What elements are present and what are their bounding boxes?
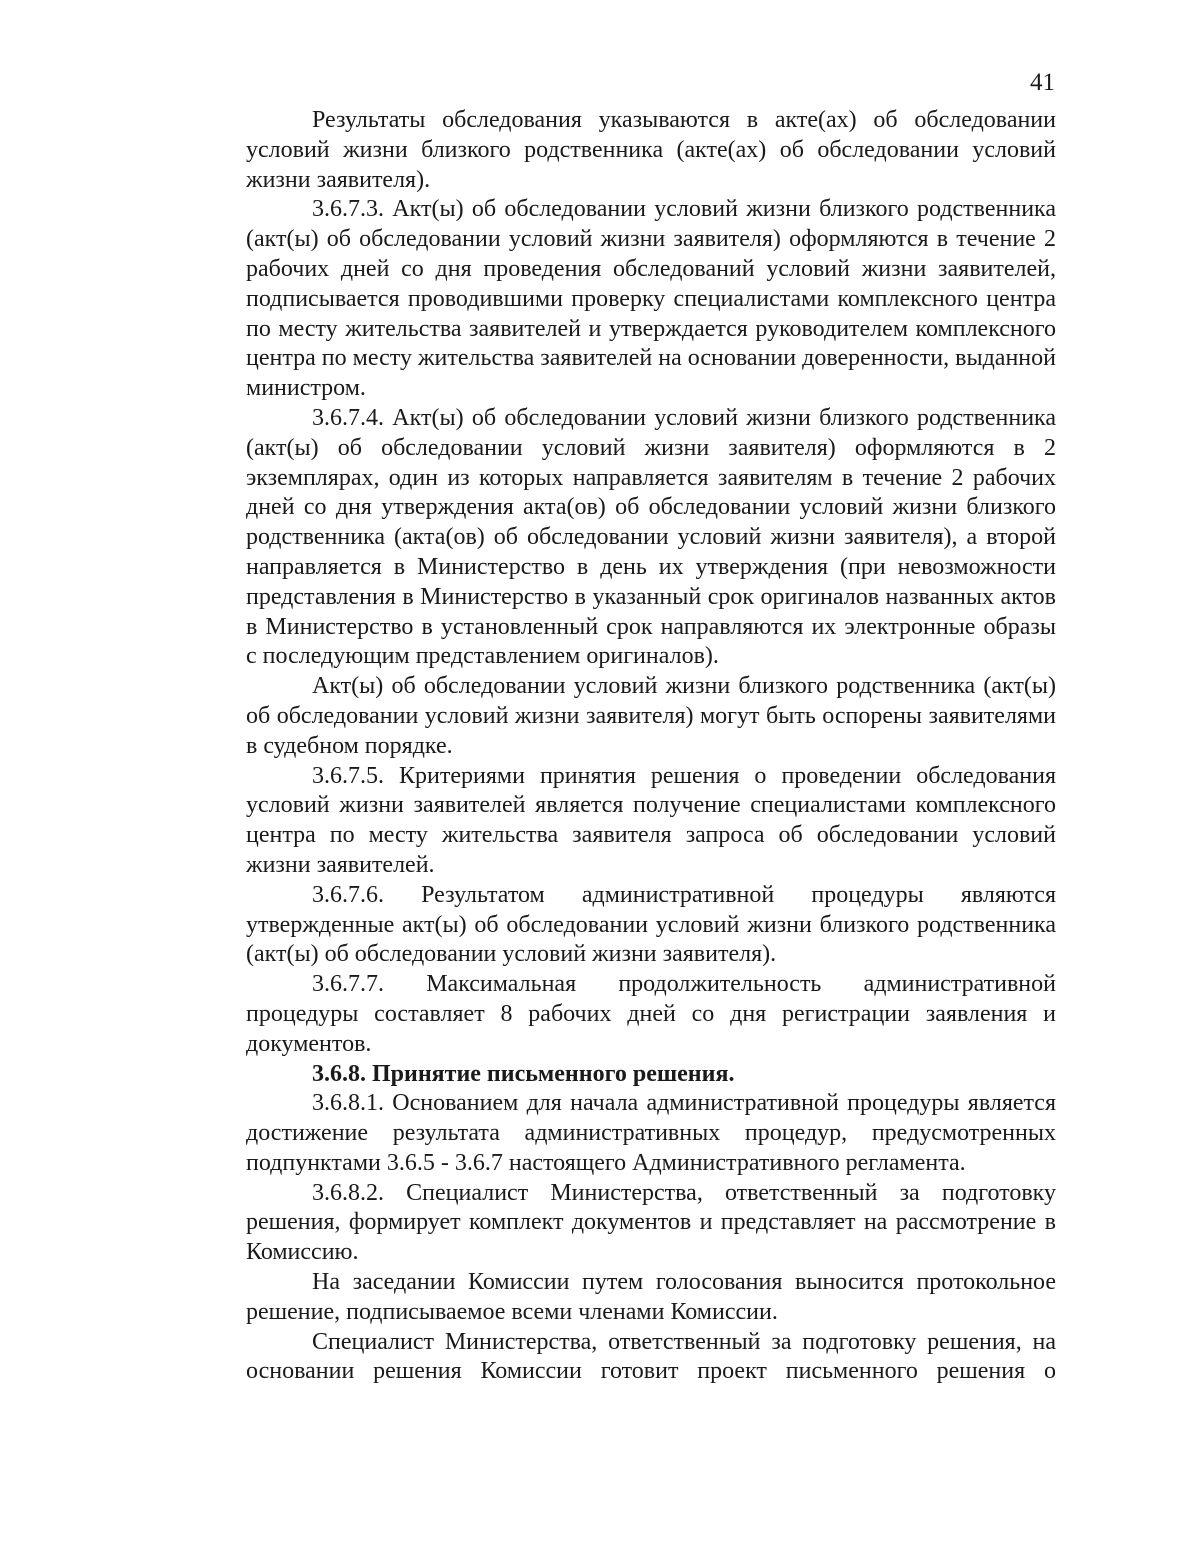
paragraph-3-6-8-2: 3.6.8.2. Специалист Министерства, ответственный за подготовку решения, формирует комплект документов и представляет на рассмотрение в Комиссию.: [246, 1179, 1056, 1266]
paragraph-3-6-7-7: 3.6.7.7. Максимальная продолжительность административной процедуры составляет 8 рабочих дней со дня регистрации заявления и документов.: [246, 971, 1056, 1057]
paragraph-3-6-7-5: 3.6.7.5. Критериями принятия решения о проведении обследования условий жизни заявителей является получение специалистами комплексного центра по месту жительства заявителя запроса об обследовании условий жизни заявителей.: [246, 762, 1056, 878]
paragraph-acts-appeal: Акт(ы) об обследовании условий жизни близкого родственника (акт(ы) об обследовании условий жизни заявителя) могут быть оспорены заявителями в судебном порядке.: [246, 673, 1056, 759]
paragraph-3-6-7-3: 3.6.7.3. Акт(ы) об обследовании условий жизни близкого родственника (акт(ы) об обследовании условий жизни заявителя) оформляются в течение 2 рабочих дней со дня проведения обследований условий жизни заявителей, подписывается проводившими проверку специалистами комплексного центра по месту жительства заявителей и утверждается руководителем комплексного центра по месту жительства заявителей на основании доверенности, выданной министром.: [246, 196, 1056, 402]
page-number: 41: [1030, 69, 1055, 96]
paragraph-commission-meeting: На заседании Комиссии путем голосования выносится протокольное решение, подписываемое всеми членами Комиссии.: [246, 1269, 1056, 1325]
paragraph-3-6-7-6: 3.6.7.6. Результатом административной процедуры являются утвержденные акт(ы) об обследовании условий жизни близкого родственника (акт(ы) об обследовании условий жизни заявителя).: [246, 881, 1056, 968]
paragraph-survey-results: Результаты обследования указываются в акте(ах) об обследовании условий жизни близкого родственника (акте(ах) об обследовании условий жизни заявителя).: [246, 107, 1056, 193]
document-body: [246, 106, 1056, 1387]
paragraph-3-6-8-1: 3.6.8.1. Основанием для начала административной процедуры является достижение результата административных процедур, предусмотренных подпунктами 3.6.5 - 3.6.7 настоящего Административного регламента.: [246, 1090, 1056, 1176]
paragraph-decision-draft: Специалист Министерства, ответственный за подготовку решения, на основании решения Комиссии готовит проект письменного решения о: [246, 1328, 1056, 1385]
section-heading-3-6-8: 3.6.8. Принятие письменного решения.: [312, 1060, 735, 1087]
paragraph-3-6-7-4: 3.6.7.4. Акт(ы) об обследовании условий жизни близкого родственника (акт(ы) об обследовании условий жизни заявителя) оформляются в 2 экземплярах, один из которых направляется заявителям в течение 2 рабочих дней со дня утверждения акта(ов) об обследовании условий жизни близкого родственника (акта(ов) об обследовании условий жизни заявителя), а второй направляется в Министерство в день их утверждения (при невозможности представления в Министерство в указанный срок оригиналов названных актов в Министерство в установленный срок направляются их электронные образы с последующим представлением оригиналов).: [246, 404, 1056, 670]
